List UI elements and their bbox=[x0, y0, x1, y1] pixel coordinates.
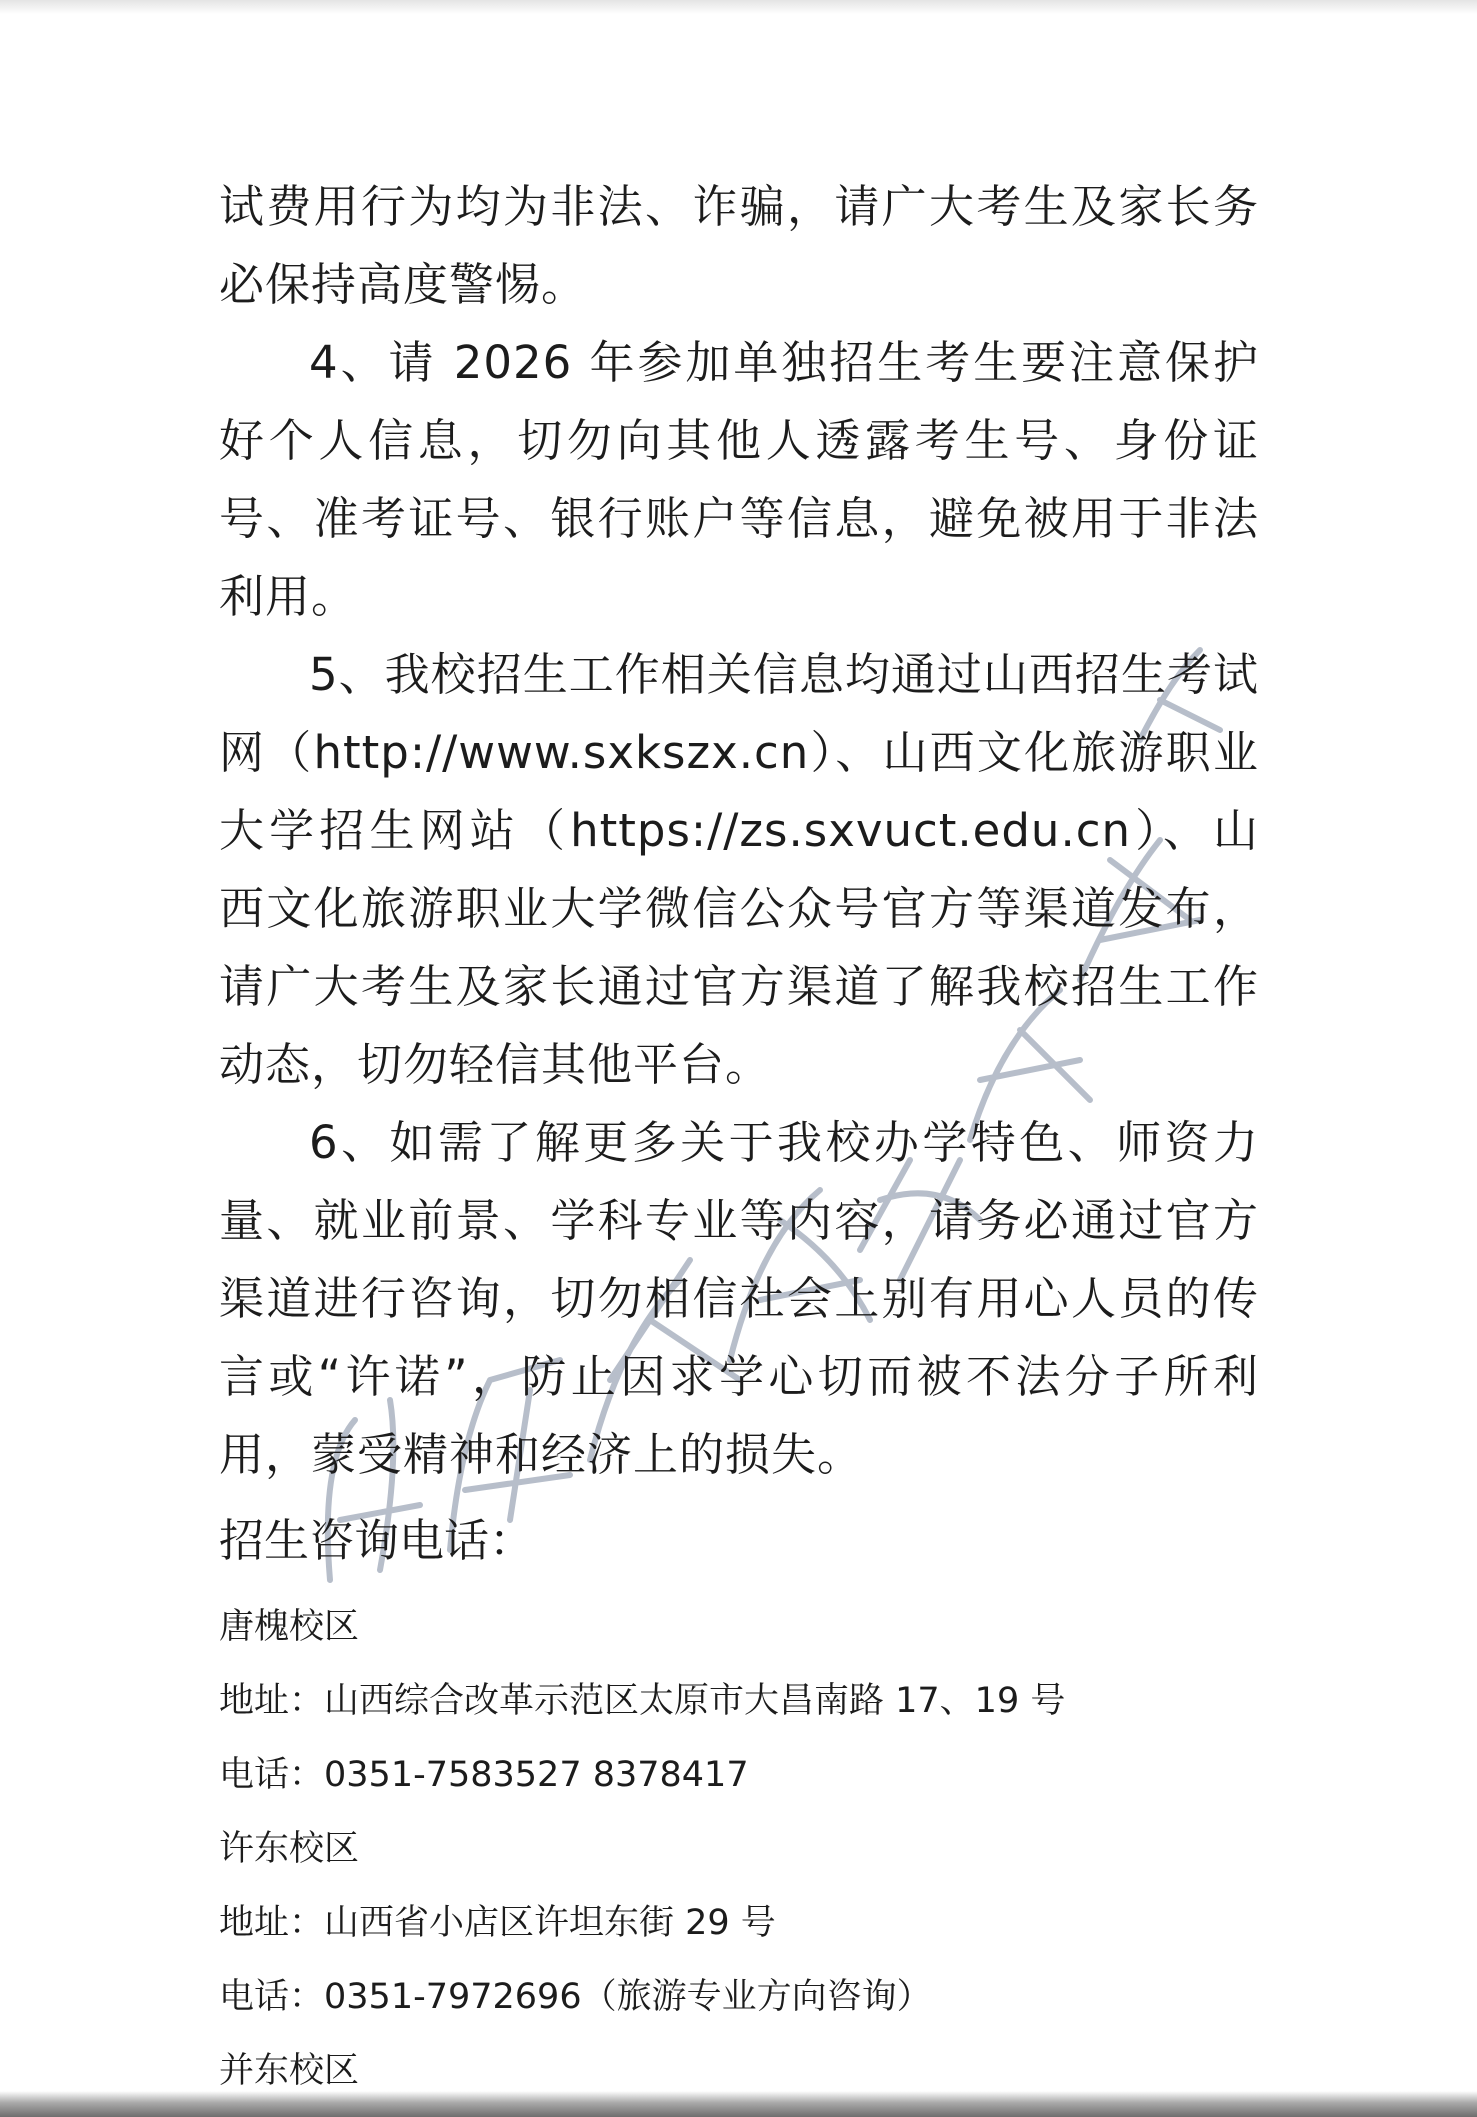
paragraph-4-personal-info: 4、请 2026 年参加单独招生考生要注意保护好个人信息，切勿向其他人透露考生号、身份证号、准考证号、银行账户等信息，避免被用于非法利用。 bbox=[219, 336, 1259, 623]
document-body bbox=[219, 168, 1259, 2108]
address-label: 地址： bbox=[219, 1681, 325, 1721]
phone-value: 0351-7972696（旅游专业方向咨询） bbox=[324, 1977, 932, 2017]
paragraph-5-official-channels: 5、我校招生工作相关信息均通过山西招生考试网（http://www.sxkszx.cn）、山西文化旅游职业大学招生网站（https://zs.sxvuct.edu.cn）、山西文化旅游职业大学微信公众号官方等渠道发布，请广大考生及家长通过官方渠道了解我校招生工作动态，切勿轻信其他平台。 bbox=[219, 648, 1259, 1091]
address-value: 山西综合改革示范区太原市大昌南路 17、19 号 bbox=[324, 1681, 1066, 1721]
paragraph-continuation: 试费用行为均为非法、诈骗，请广大考生及家长务必保持高度警惕。 bbox=[219, 180, 1259, 311]
campus-2-name: 许东校区 bbox=[219, 1829, 360, 1869]
campus-3-name: 并东校区 bbox=[219, 2051, 360, 2091]
address-value: 山西省小店区许坦东街 29 号 bbox=[324, 1903, 776, 1943]
campus-2-phone bbox=[219, 1960, 1259, 2034]
campus-1-phone bbox=[219, 1738, 1259, 1812]
phone-value: 0351-7583527 8378417 bbox=[324, 1755, 749, 1795]
scan-bottom-edge bbox=[0, 2091, 1477, 2117]
paragraph-6-consultation: 6、如需了解更多关于我校办学特色、师资力量、就业前景、学科专业等内容，请务必通过官方渠道进行咨询，切勿相信社会上别有用心人员的传言或“许诺”，防止因求学心切而被不法分子所利用，蒙受精神和经济上的损失。 bbox=[219, 1116, 1259, 1481]
address-label: 地址： bbox=[219, 1903, 325, 1943]
phone-label: 电话： bbox=[219, 1977, 325, 2017]
campus-2-address bbox=[219, 1886, 1259, 1960]
contact-heading: 招生咨询电话： bbox=[219, 1514, 535, 1567]
scan-top-edge bbox=[0, 0, 1477, 14]
campus-1-address bbox=[219, 1664, 1259, 1738]
phone-label: 电话： bbox=[219, 1755, 325, 1795]
campus-1-name: 唐槐校区 bbox=[219, 1607, 360, 1647]
